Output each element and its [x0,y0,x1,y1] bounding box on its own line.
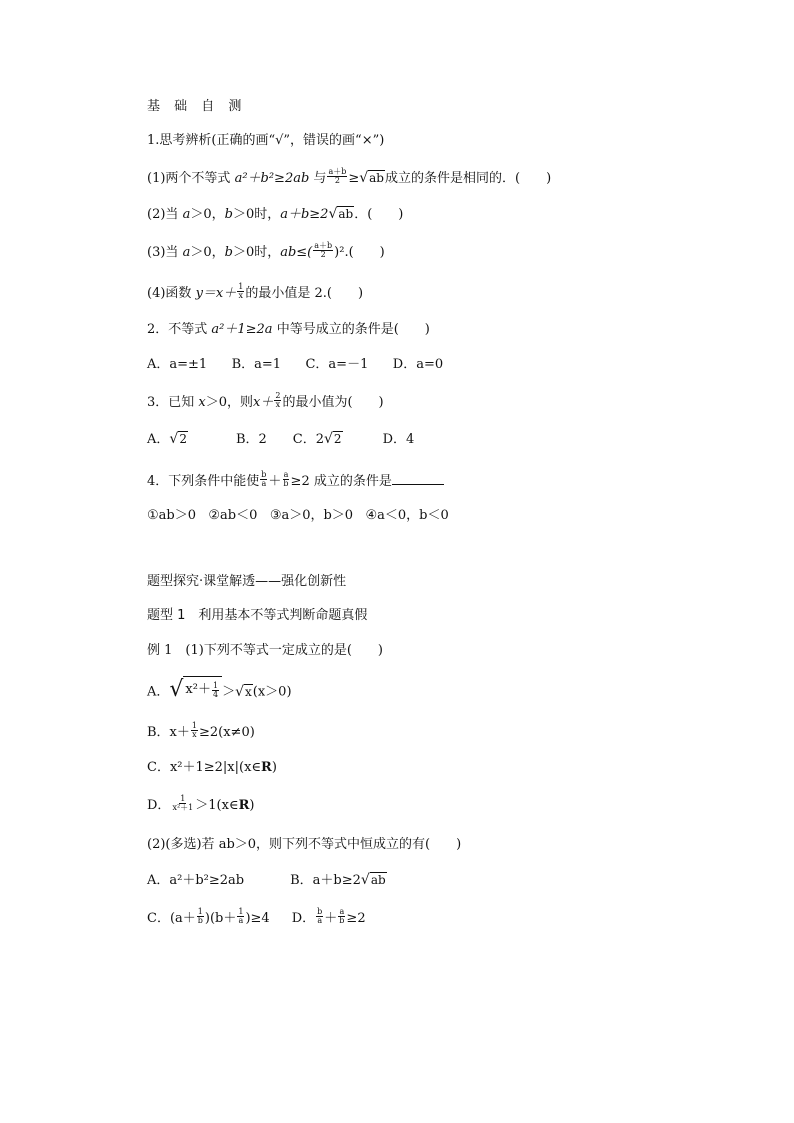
q3-options [147,431,414,448]
q2-option-a: A．a=±1 [147,357,208,372]
question-type-1: 题型 1 利用基本不等式判断命题真假 [147,608,368,623]
q3-option-d: D．4 [382,432,415,447]
answer-blank[interactable] [392,472,444,485]
q3-stem: 3．已知 x＞0，则x＋ $\frac{2}{x}$ 的最小值为( ) [147,391,384,410]
sqrt-ab: √ab [328,206,354,222]
q1-item-2: (2)当 a＞0，b＞0时，a＋b≥2√ab．( ) [147,206,404,222]
q4-stem: 4．下列条件中能使 $\frac{b}{a}$ ＋ $\frac{a}{b}$ ≥2 成立的条件是 [147,472,444,490]
part2-option-a: A．a²＋b²≥2ab [147,873,245,888]
fraction-1-over-x: $\frac{1}{x}$ [191,721,197,739]
fraction-2-over-x: $\frac{2}{x}$ [275,391,281,409]
sqrt-ab: √ab [359,170,384,186]
q3-option-a: A．√2 [147,431,187,447]
q4-cond-4: ④a＜0，b＜0 [365,508,449,523]
q4-cond-2: ②ab＜0 [208,508,258,523]
part2-option-c: C．(a＋ $\frac{1}{b}$ )(b＋ $\frac{1}{a}$ )≥4 [147,907,270,926]
fraction-b-over-a: $\frac{b}{a}$ [261,470,267,488]
sqrt-x: √x [235,683,252,700]
q1-item-4: (4)函数 y＝x＋ $\frac{1}{x}$ 的最小值是 2.( ) [147,282,364,301]
example-option-c: C．x²＋1≥2|x|(x∈R) [147,760,277,775]
sqrt-x2-plus-quarter: √ x²＋ 1 4 [169,676,222,703]
example-option-a: A． √ x²＋ 1 4 ＞√x(x＞0) [147,676,292,706]
q2-stem: 2．不等式 a²＋1≥2a 中等号成立的条件是( ) [147,322,430,337]
example-option-d: D． $\frac{1}{\text{x²＋1}}$ ＞1(x∈R) [147,794,255,813]
fraction-a-plus-b-over-2: $\frac{a+b}{2}$ [328,167,347,185]
part2-options-ab [147,872,387,889]
q1-item-1: (1)两个不等式 a²＋b²≥2ab 与 $\frac{a+b}{2}$ ≥√ab成立的条件是相同的．( ) [147,167,552,186]
q4-cond-1: ①ab＞0 [147,508,196,523]
example-option-b: B．x＋ $\frac{1}{x}$ ≥2(x≠0) [147,721,255,740]
part2-options-cd [147,907,366,927]
example-part-2-stem: (2)(多选)若 ab＞0，则下列不等式中恒成立的有( ) [147,837,462,852]
q3-option-b: B．2 [235,432,267,447]
example-1-stem: 例 1 (1)下列不等式一定成立的是( ) [147,643,383,658]
fraction-1-over-x: $\frac{1}{x}$ [238,282,244,300]
fraction-a-over-b: $\frac{a}{b}$ [283,470,289,488]
q2-option-c: C．a=－1 [305,357,369,372]
q1-item-3: (3)当 a＞0，b＞0时，ab≤( $\frac{a+b}{2}$ )².( ) [147,241,385,260]
q2-options [147,357,443,373]
q4-cond-3: ③a＞0，b＞0 [269,508,354,523]
q2-option-b: B．a=1 [231,357,282,372]
q1-stem: 1.思考辨析(正确的画“√”，错误的画“×”) [147,133,385,148]
fraction-1-over-x2-plus-1: $\frac{1}{\text{x²＋1}}$ [172,794,194,812]
q3-option-c: C．2√2 [292,431,342,447]
section-title-explore: 题型探究·课堂解透——强化创新性 [147,574,347,589]
part2-option-d: D． $\frac{b}{a}$ ＋ $\frac{a}{b}$ ≥2 [291,907,366,926]
q4-conditions [147,508,449,524]
q2-option-d: D．a=0 [392,357,444,372]
part2-option-b: B．a＋b≥2√ab [290,872,386,888]
fraction-a-plus-b-over-2: $\frac{a+b}{2}$ [314,241,333,259]
section-title-basic-test: 基 础 自 测 [147,99,247,114]
